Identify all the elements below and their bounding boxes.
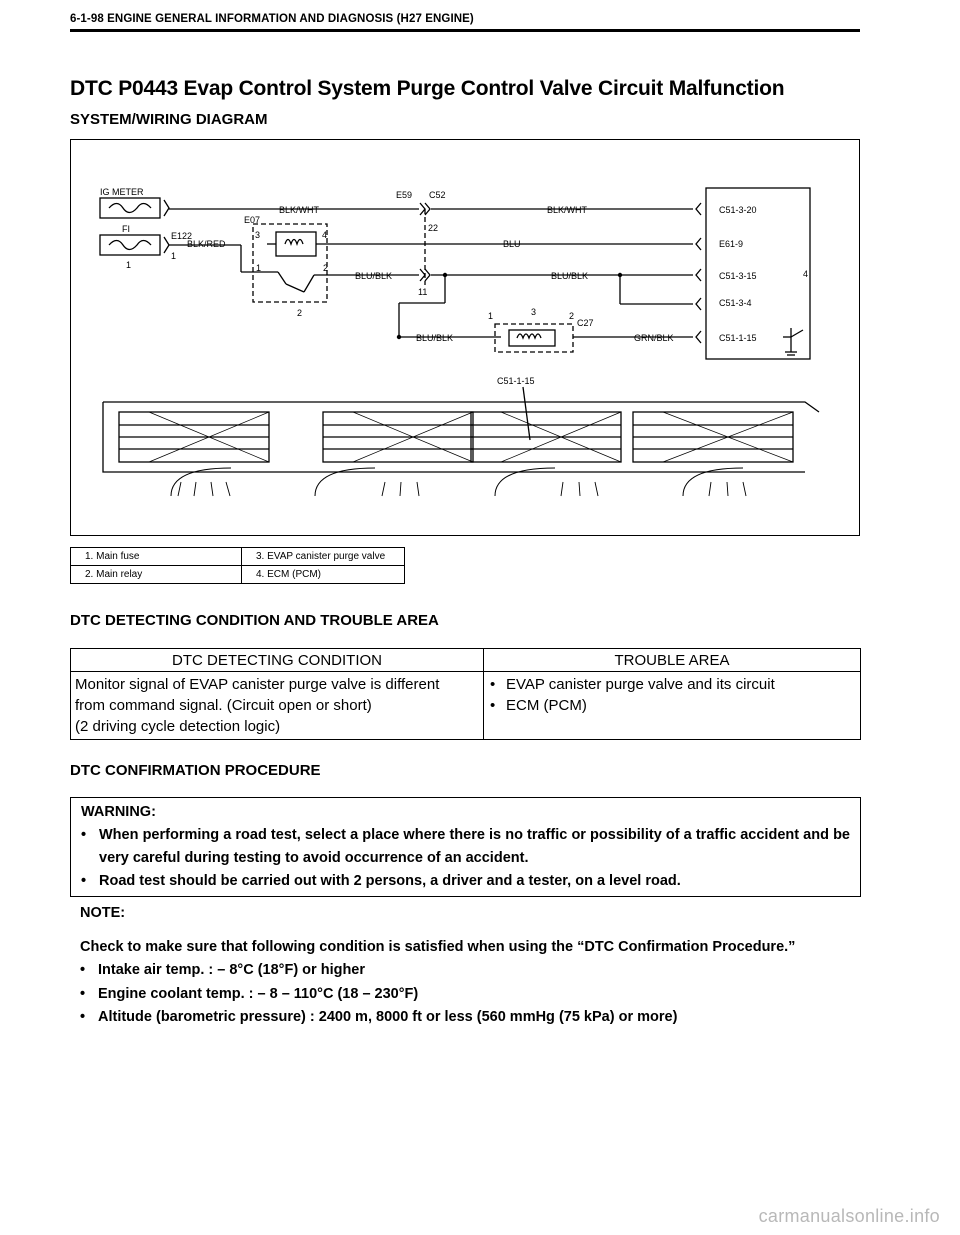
note-label: NOTE: xyxy=(80,905,126,921)
label-main-relay-num: 2 xyxy=(297,308,303,318)
condition-line: Monitor signal of EVAP canister purge valve is different xyxy=(75,676,440,693)
dtc-table xyxy=(70,648,861,740)
ecm-connector-1 xyxy=(119,412,269,462)
condition-line: from command signal. (Circuit open or short) xyxy=(75,697,372,714)
label-c51-1-15: C51-1-15 xyxy=(719,333,757,343)
label-e122: E122 xyxy=(171,231,193,241)
label-relay-4: 4 xyxy=(322,230,328,240)
section-heading-dtc: DTC DETECTING CONDITION AND TROUBLE AREA xyxy=(70,612,439,629)
label-fi: FI xyxy=(122,224,130,234)
condition-line: (2 driving cycle detection logic) xyxy=(75,718,281,735)
label-blu: BLU xyxy=(503,239,521,249)
splice-points xyxy=(397,273,622,339)
label-valve-1: 1 xyxy=(488,311,494,321)
label-e07: E07 xyxy=(244,215,261,225)
label-relay-2: 2 xyxy=(323,263,329,273)
page-header: 6-1-98 ENGINE GENERAL INFORMATION AND DIAGNOSIS (H27 ENGINE) xyxy=(70,13,860,32)
column-header-trouble-area: TROUBLE AREA xyxy=(484,649,861,672)
section-heading-confirmation: DTC CONFIRMATION PROCEDURE xyxy=(70,762,321,779)
warning-item: • Road test should be carried out with 2 persons, a driver and a tester, on a level road. xyxy=(81,873,681,889)
label-c51-3-20: C51-3-20 xyxy=(719,205,757,215)
label-c51-3-15: C51-3-15 xyxy=(719,271,757,281)
table-row xyxy=(71,672,861,740)
label-blk-red: BLK/RED xyxy=(187,239,226,249)
legend-row xyxy=(71,548,405,566)
section-heading-wiring: SYSTEM/WIRING DIAGRAM xyxy=(70,111,268,128)
trouble-area-item: • EVAP canister purge valve and its circuit xyxy=(490,676,775,693)
label-blu-blk-2: BLU/BLK xyxy=(551,271,589,281)
diagram-legend xyxy=(70,547,405,584)
legend-row xyxy=(71,566,405,584)
note-item: • Engine coolant temp. : – 8 – 110°C (18 – 230°F) xyxy=(80,985,419,1002)
label-blk-wht-1: BLK/WHT xyxy=(279,205,320,215)
page-title: DTC P0443 Evap Control System Purge Control Valve Circuit Malfunction xyxy=(70,77,785,100)
label-ig-meter: IG METER xyxy=(100,187,144,197)
legend-item: 3. EVAP canister purge valve xyxy=(242,548,405,566)
label-valve-3: 3 xyxy=(531,307,537,317)
legend-item: 4. ECM (PCM) xyxy=(242,566,405,584)
ecm-connector-4 xyxy=(633,412,793,462)
label-pin-11: 11 xyxy=(418,287,428,297)
note-text: Check to make sure that following condition is satisfied when using the “DTC Confirmation Procedure.” xyxy=(80,938,796,955)
table-header-row xyxy=(71,649,861,672)
watermark: carmanualsonline.info xyxy=(758,1206,940,1226)
label-c27: C27 xyxy=(577,318,594,328)
wiring-diagram xyxy=(70,139,860,536)
label-main-fuse-num: 1 xyxy=(126,260,132,270)
label-relay-3: 3 xyxy=(255,230,261,240)
label-connector-callout: C51-1-15 xyxy=(497,376,535,386)
label-blu-blk-1: BLU/BLK xyxy=(355,271,393,281)
wiring-diagram-svg xyxy=(71,140,861,537)
note-item: • Intake air temp. : – 8°C (18°F) or higher xyxy=(80,962,366,978)
note-item: • Altitude (barometric pressure) : 2400 m, 8000 ft or less (560 mmHg (75 kPa) or more) xyxy=(80,1009,678,1025)
trouble-area-cell xyxy=(484,672,861,740)
label-e61-9: E61-9 xyxy=(719,239,744,249)
legend-item: 1. Main fuse xyxy=(71,548,242,566)
label-c51-3-4: C51-3-4 xyxy=(719,298,752,308)
label-blu-blk-3: BLU/BLK xyxy=(416,333,454,343)
legend-item: 2. Main relay xyxy=(71,566,242,584)
warning-label: WARNING: xyxy=(81,804,156,820)
label-c52: C52 xyxy=(429,190,446,200)
column-header-condition: DTC DETECTING CONDITION xyxy=(71,649,484,672)
ecm-connector-3 xyxy=(471,412,621,462)
label-grn-blk: GRN/BLK xyxy=(634,333,674,343)
warning-box xyxy=(70,797,861,897)
label-main-fuse-num-2: 1 xyxy=(171,251,177,261)
note-block xyxy=(80,902,855,1030)
evap-canister-purge-valve xyxy=(495,324,573,352)
label-blk-wht-2: BLK/WHT xyxy=(547,205,588,215)
label-e59: E59 xyxy=(396,190,413,200)
label-relay-1: 1 xyxy=(256,263,262,273)
condition-cell xyxy=(71,672,484,740)
trouble-area-item: • ECM (PCM) xyxy=(490,697,587,714)
label-ecm-num: 4 xyxy=(803,269,809,279)
label-valve-2: 2 xyxy=(569,311,575,321)
warning-item: • When performing a road test, select a place where there is no traffic or possibility of a traffic accident and be very careful during testing to avoid occurrence of an accident. xyxy=(81,827,850,866)
ecm-connector-2 xyxy=(323,412,473,462)
label-pin-22: 22 xyxy=(428,223,439,233)
